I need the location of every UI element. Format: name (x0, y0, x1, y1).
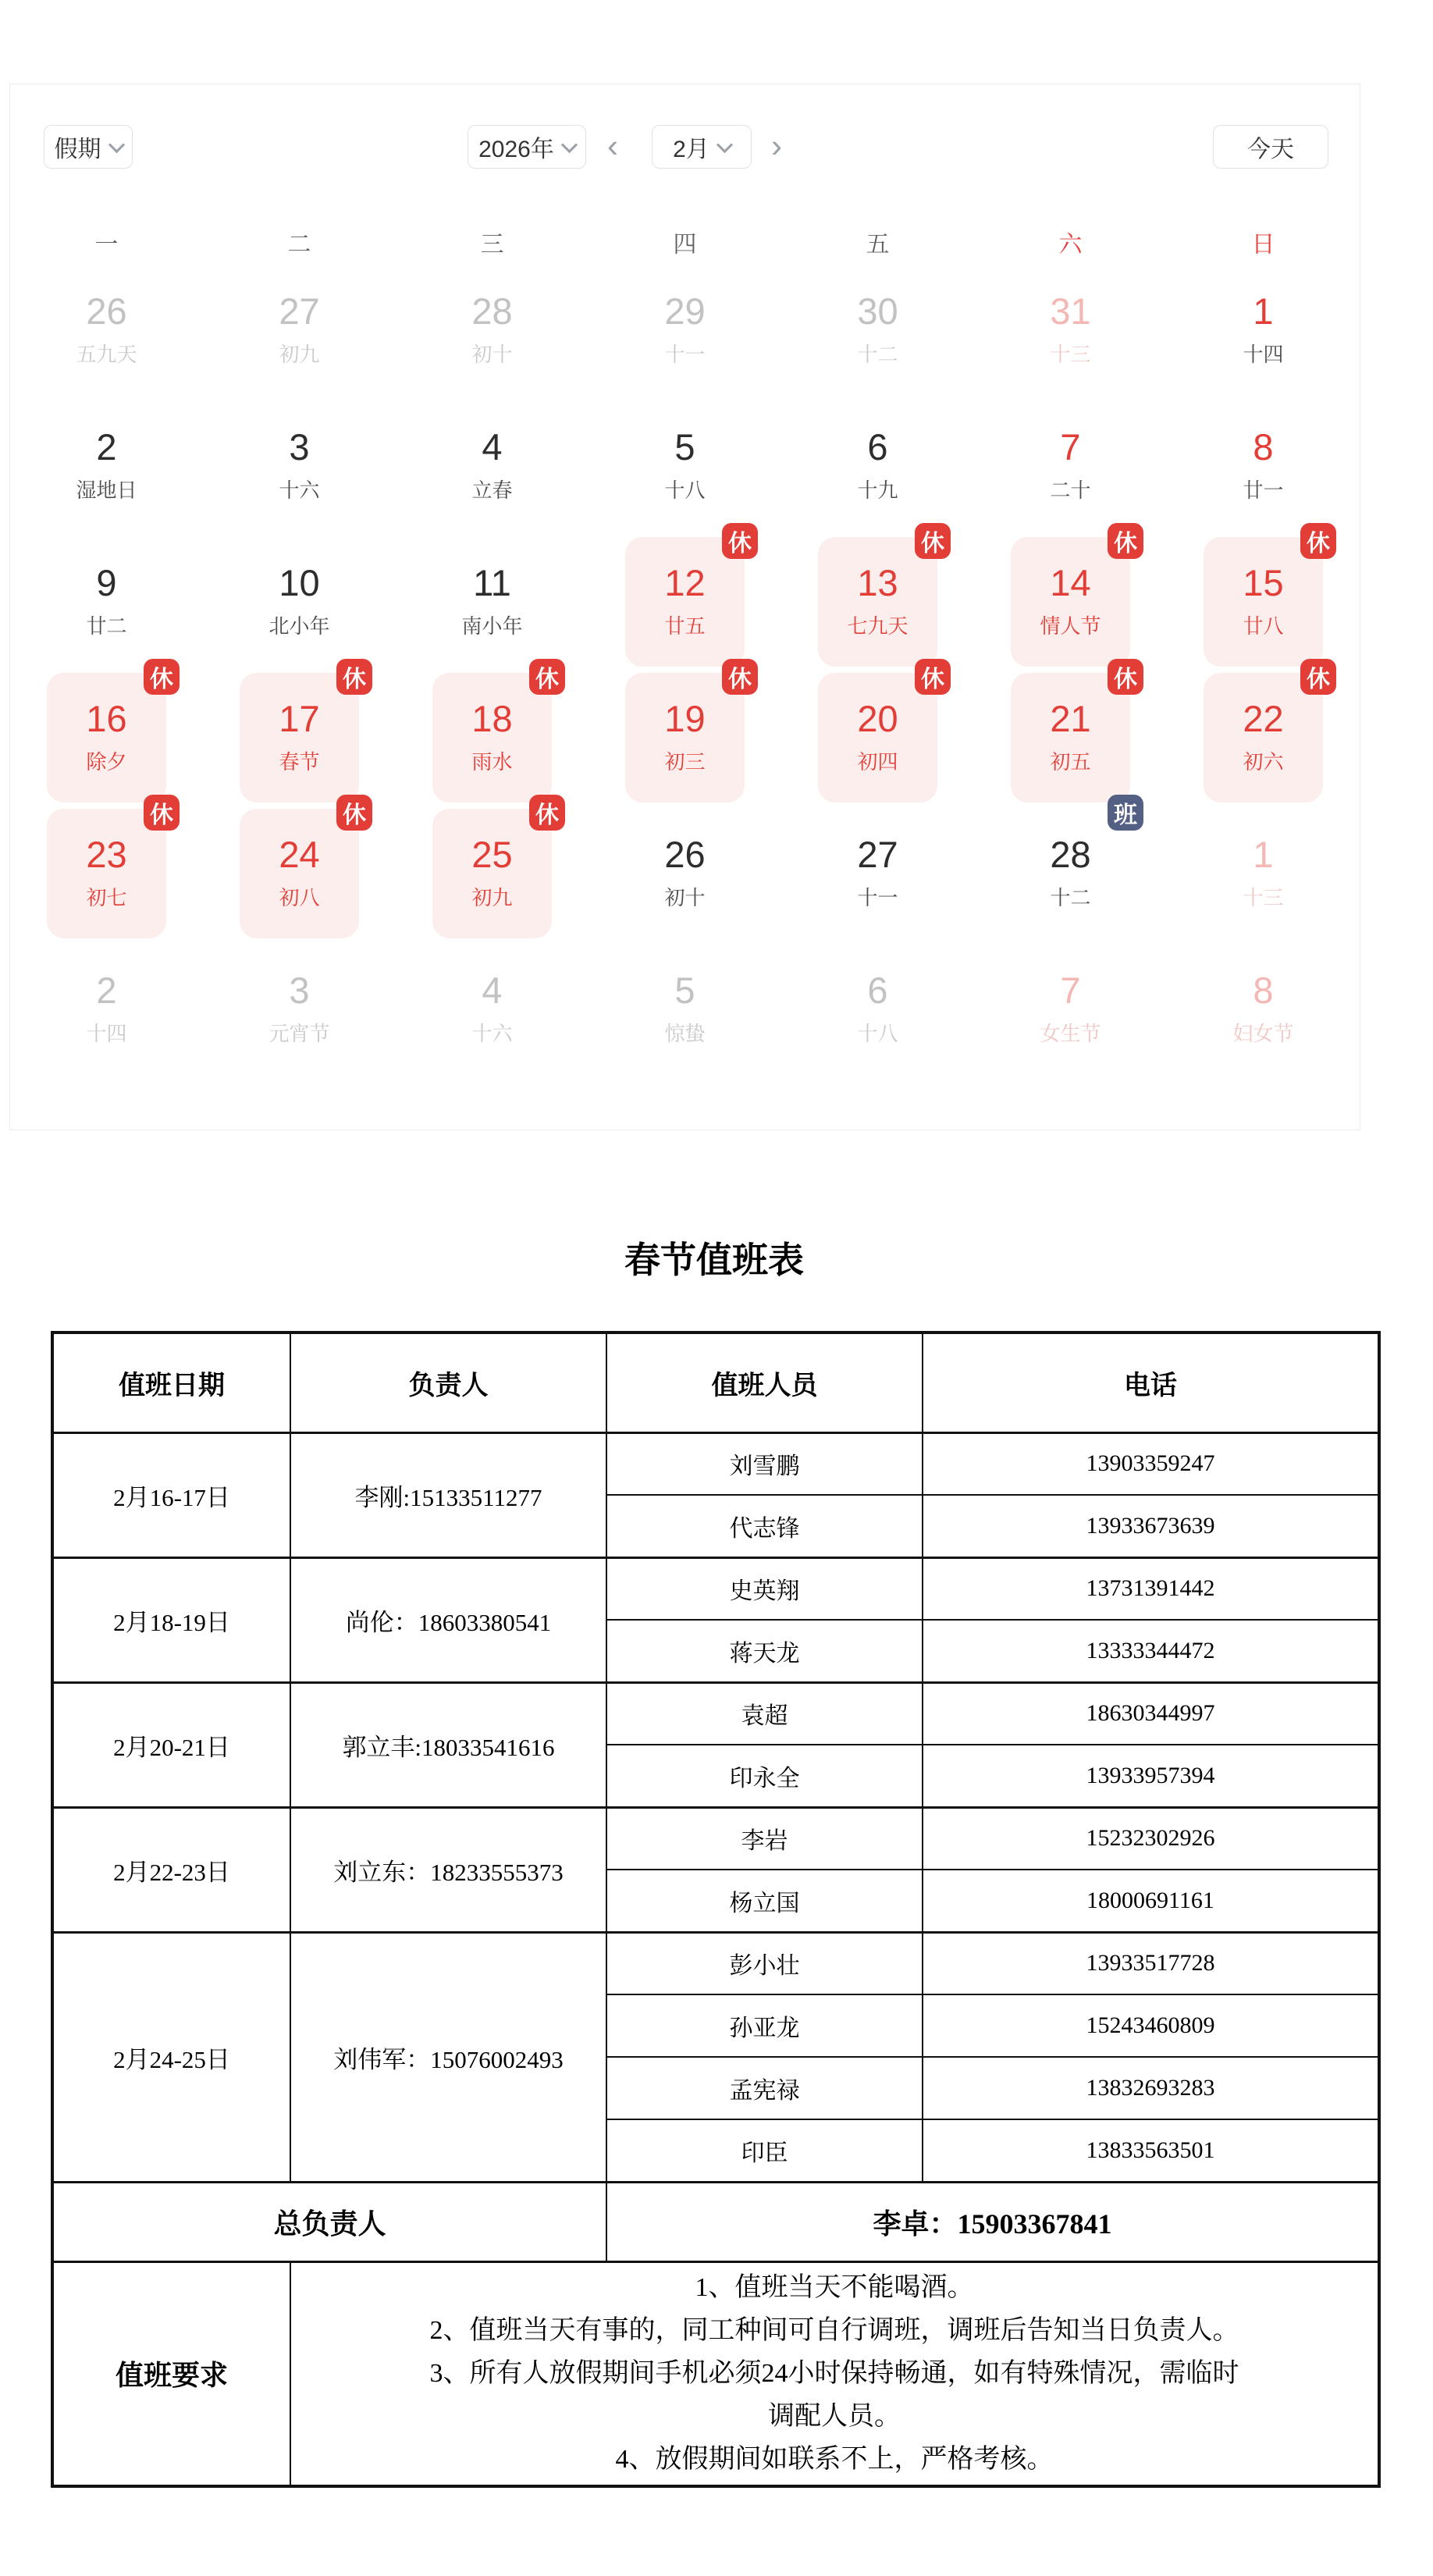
lunar-label: 初六 (1243, 750, 1284, 774)
lunar-label: 初八 (279, 886, 320, 909)
lunar-label: 十二 (1050, 886, 1091, 909)
calendar-day-cell[interactable] (10, 534, 203, 670)
lunar-label: 廿一 (1243, 479, 1284, 502)
day-number: 27 (857, 834, 898, 875)
lunar-label: 十三 (1050, 343, 1091, 366)
calendar-day-cell[interactable] (396, 667, 588, 806)
member-name-cell: 孟宪禄 (606, 2057, 923, 2119)
calendar-day-cell[interactable] (588, 531, 781, 670)
member-phone-cell: 18000691161 (923, 1870, 1379, 1932)
calendar-day-cell[interactable] (396, 398, 588, 534)
day-number: 14 (1050, 562, 1091, 603)
day-number: 22 (1243, 698, 1284, 739)
lunar-label: 妇女节 (1232, 1022, 1294, 1045)
day-number: 5 (674, 426, 695, 468)
chief-row (52, 2182, 1379, 2261)
day-number: 31 (1050, 290, 1091, 332)
lunar-label: 廿八 (1243, 614, 1284, 638)
rest-badge: 休 (1300, 659, 1336, 695)
rest-badge: 休 (529, 659, 565, 695)
weekday-row (10, 225, 1360, 259)
holiday-filter-dropdown[interactable] (44, 125, 133, 169)
calendar-day-cell[interactable] (203, 262, 396, 398)
day-number: 20 (857, 698, 898, 739)
work-badge: 班 (1108, 795, 1143, 831)
month-label: 2月 (673, 137, 709, 162)
lunar-label: 初三 (664, 750, 706, 774)
calendar-day-cell[interactable] (203, 534, 396, 670)
month-dropdown[interactable] (652, 125, 752, 169)
calendar-day-cell[interactable] (1167, 398, 1360, 534)
member-name-cell: 史英翔 (606, 1557, 923, 1620)
member-phone-cell: 13903359247 (923, 1432, 1379, 1495)
leader-cell: 郭立丰:18033541616 (290, 1682, 606, 1807)
day-number: 2 (96, 970, 117, 1011)
member-name-cell: 印永全 (606, 1745, 923, 1807)
calendar-day-cell[interactable] (1167, 531, 1360, 670)
day-number: 21 (1050, 698, 1091, 739)
day-number: 17 (279, 698, 320, 739)
rest-badge: 休 (722, 523, 758, 559)
roster-header-cell: 值班人员 (606, 1332, 923, 1432)
calendar-card (9, 84, 1360, 1130)
calendar-day-cell[interactable] (781, 531, 974, 670)
weekday-label: 四 (673, 232, 697, 258)
lunar-label: 十一 (857, 886, 898, 909)
calendar-day-cell[interactable] (10, 802, 203, 941)
day-number: 9 (96, 562, 117, 603)
calendar-day-cell[interactable] (203, 398, 396, 534)
duty-row (52, 1432, 1379, 1495)
lunar-label: 除夕 (86, 750, 127, 774)
lunar-label: 初四 (857, 750, 898, 774)
member-name-cell: 刘雪鹏 (606, 1432, 923, 1495)
day-number: 25 (471, 834, 513, 875)
rest-badge: 休 (915, 523, 951, 559)
member-name-cell: 袁超 (606, 1682, 923, 1745)
duty-date-cell: 2月20-21日 (52, 1682, 290, 1807)
calendar-day-cell[interactable] (1167, 667, 1360, 806)
member-name-cell: 代志锋 (606, 1495, 923, 1557)
calendar-day-cell[interactable] (974, 667, 1167, 806)
day-number: 15 (1243, 562, 1284, 603)
lunar-label: 初十 (471, 343, 513, 366)
day-number: 13 (857, 562, 898, 603)
calendar-day-cell[interactable] (974, 262, 1167, 398)
lunar-label: 初七 (86, 886, 127, 909)
calendar-day-cell[interactable] (588, 806, 781, 941)
lunar-label: 雨水 (471, 750, 513, 774)
lunar-label: 北小年 (268, 614, 330, 638)
member-phone-cell: 13933673639 (923, 1495, 1379, 1557)
duty-row (52, 1807, 1379, 1870)
day-number: 26 (86, 290, 127, 332)
calendar-day-cell[interactable] (396, 262, 588, 398)
leader-cell: 李刚:15133511277 (290, 1432, 606, 1557)
lunar-label: 十四 (86, 1022, 127, 1045)
roster-header-cell: 值班日期 (52, 1332, 290, 1432)
calendar-day-cell[interactable] (588, 262, 781, 398)
calendar-day-cell[interactable] (1167, 941, 1360, 1077)
day-number: 27 (279, 290, 320, 332)
rest-badge: 休 (1108, 659, 1143, 695)
calendar-day-cell[interactable] (203, 667, 396, 806)
member-phone-cell: 13933517728 (923, 1932, 1379, 1994)
calendar-day-cell[interactable] (974, 531, 1167, 670)
lunar-label: 廿五 (664, 614, 706, 638)
prev-month-arrow-icon[interactable]: ‹ (607, 127, 618, 164)
rest-badge: 休 (336, 659, 372, 695)
day-number: 23 (86, 834, 127, 875)
day-number: 12 (664, 562, 706, 603)
calendar-day-cell[interactable] (781, 806, 974, 941)
calendar-day-cell[interactable] (10, 941, 203, 1077)
day-number: 3 (289, 970, 310, 1011)
requirements-row (52, 2261, 1379, 2486)
next-month-arrow-icon[interactable]: › (771, 127, 782, 164)
rest-badge: 休 (336, 795, 372, 831)
duty-date-cell: 2月16-17日 (52, 1432, 290, 1557)
day-number: 28 (471, 290, 513, 332)
duty-row (52, 1682, 1379, 1745)
member-phone-cell: 13933957394 (923, 1745, 1379, 1807)
day-number: 4 (482, 426, 503, 468)
lunar-label: 初九 (279, 343, 320, 366)
member-phone-cell: 13333344472 (923, 1620, 1379, 1682)
lunar-label: 南小年 (461, 614, 523, 638)
lunar-label: 元宵节 (268, 1022, 330, 1045)
rest-badge: 休 (722, 659, 758, 695)
lunar-label: 廿二 (86, 614, 127, 638)
day-number: 1 (1253, 290, 1274, 332)
rest-badge: 休 (144, 659, 180, 695)
member-name-cell: 蒋天龙 (606, 1620, 923, 1682)
chief-phone-cell: 李卓：15903367841 (606, 2182, 1379, 2261)
rest-badge: 休 (915, 659, 951, 695)
calendar-day-cell[interactable] (588, 941, 781, 1077)
day-number: 11 (473, 562, 511, 603)
duty-row (52, 1932, 1379, 1994)
calendar-day-cell[interactable] (781, 941, 974, 1077)
lunar-label: 十三 (1243, 886, 1284, 909)
calendar-day-cell[interactable] (974, 398, 1167, 534)
member-name-cell: 印臣 (606, 2119, 923, 2182)
calendar-day-cell[interactable] (10, 398, 203, 534)
day-number: 30 (857, 290, 898, 332)
calendar-day-cell[interactable] (1167, 806, 1360, 941)
lunar-label: 初五 (1050, 750, 1091, 774)
calendar-day-cell[interactable] (396, 802, 588, 941)
member-phone-cell: 15243460809 (923, 1994, 1379, 2057)
day-number: 3 (289, 426, 310, 468)
lunar-label: 七九天 (847, 614, 909, 638)
day-number: 7 (1060, 426, 1081, 468)
calendar-day-cell[interactable] (10, 262, 203, 398)
member-phone-cell: 18630344997 (923, 1682, 1379, 1745)
weekday-label: 一 (94, 232, 119, 258)
chevron-down-icon (108, 137, 124, 153)
day-number: 7 (1060, 970, 1081, 1011)
day-number: 24 (279, 834, 320, 875)
lunar-label: 十九 (857, 479, 898, 502)
calendar-day-cell[interactable] (974, 802, 1167, 941)
lunar-label: 女生节 (1040, 1022, 1101, 1045)
day-number: 1 (1253, 834, 1274, 875)
calendar-day-cell[interactable] (396, 534, 588, 670)
requirements-label-cell: 值班要求 (52, 2261, 290, 2486)
rest-badge: 休 (1300, 523, 1336, 559)
lunar-label: 十六 (279, 479, 320, 502)
lunar-label: 湿地日 (76, 479, 137, 502)
day-number: 10 (279, 562, 320, 603)
member-name-cell: 孙亚龙 (606, 1994, 923, 2057)
roster-title: 春节值班表 (624, 1240, 804, 1280)
weekday-label: 二 (287, 232, 311, 258)
calendar-day-cell[interactable] (781, 398, 974, 534)
lunar-label: 情人节 (1040, 614, 1101, 638)
member-phone-cell: 15232302926 (923, 1807, 1379, 1870)
calendar-day-cell[interactable] (203, 802, 396, 941)
chevron-down-icon (716, 137, 733, 153)
rest-badge: 休 (1108, 523, 1143, 559)
day-number: 8 (1253, 970, 1274, 1011)
lunar-label: 立春 (471, 479, 513, 502)
roster-header-cell: 负责人 (290, 1332, 606, 1432)
lunar-label: 初九 (471, 886, 513, 909)
calendar-day-cell[interactable] (588, 667, 781, 806)
weekday-label: 日 (1251, 232, 1275, 258)
rest-badge: 休 (529, 795, 565, 831)
calendar-day-cell[interactable] (396, 941, 588, 1077)
leader-cell: 刘伟军：15076002493 (290, 1932, 606, 2182)
day-number: 6 (867, 426, 888, 468)
duty-date-cell: 2月24-25日 (52, 1932, 290, 2182)
calendar-day-cell[interactable] (1167, 262, 1360, 398)
rest-badge: 休 (144, 795, 180, 831)
lunar-label: 二十 (1050, 479, 1091, 502)
roster-header-row (52, 1332, 1379, 1432)
weekday-label: 三 (480, 232, 504, 258)
weekday-label: 六 (1058, 232, 1083, 258)
lunar-label: 惊蛰 (664, 1022, 706, 1045)
roster-body (52, 1432, 1379, 2486)
lunar-label: 十八 (857, 1022, 898, 1045)
calendar-day-cell[interactable] (974, 941, 1167, 1077)
member-name-cell: 杨立国 (606, 1870, 923, 1932)
day-number: 29 (664, 290, 706, 332)
lunar-label: 春节 (279, 750, 320, 774)
lunar-label: 初十 (664, 886, 706, 909)
member-phone-cell: 13833563501 (923, 2119, 1379, 2182)
day-number: 26 (664, 834, 706, 875)
lunar-label: 十二 (857, 343, 898, 366)
leader-cell: 尚伦：18603380541 (290, 1557, 606, 1682)
duty-date-cell: 2月22-23日 (52, 1807, 290, 1932)
lunar-label: 十八 (664, 479, 706, 502)
calendar-day-cell[interactable] (203, 941, 396, 1077)
year-dropdown[interactable] (468, 125, 586, 169)
calendar-day-cell[interactable] (781, 262, 974, 398)
day-number: 6 (867, 970, 888, 1011)
calendar-day-cell[interactable] (10, 667, 203, 806)
holiday-filter-label: 假期 (54, 137, 101, 162)
duty-date-cell: 2月18-19日 (52, 1557, 290, 1682)
member-phone-cell: 13832693283 (923, 2057, 1379, 2119)
lunar-label: 十六 (471, 1022, 513, 1045)
requirements-notes-cell: 1、值班当天不能喝酒。 2、值班当天有事的，同工种间可自行调班，调班后告知当日负责人。 3、所有人放假期间手机必须24小时保持畅通，如有特殊情况，需临时 调配人员。 4、放假期间如联系不上，严格考核。 (290, 2261, 1379, 2486)
lunar-label: 十一 (664, 343, 706, 366)
calendar-day-cell[interactable] (588, 398, 781, 534)
member-name-cell: 李岩 (606, 1807, 923, 1870)
day-number: 18 (471, 698, 513, 739)
lunar-label: 十四 (1243, 343, 1284, 366)
duty-roster-table (51, 1331, 1381, 2488)
chevron-down-icon (561, 137, 578, 153)
year-label: 2026年 (478, 137, 554, 162)
leader-cell: 刘立东：18233555373 (290, 1807, 606, 1932)
day-number: 16 (86, 698, 127, 739)
chief-label-cell: 总负责人 (52, 2182, 606, 2261)
day-number: 19 (664, 698, 706, 739)
duty-row (52, 1557, 1379, 1620)
day-number: 8 (1253, 426, 1274, 468)
roster-header-cell: 电话 (923, 1332, 1379, 1432)
member-name-cell: 彭小壮 (606, 1932, 923, 1994)
day-number: 28 (1050, 834, 1091, 875)
today-button[interactable]: 今天 (1213, 125, 1328, 169)
day-number: 4 (482, 970, 503, 1011)
day-number: 5 (674, 970, 695, 1011)
day-number: 2 (96, 426, 117, 468)
member-phone-cell: 13731391442 (923, 1557, 1379, 1620)
lunar-label: 五九天 (76, 343, 137, 366)
weekday-label: 五 (866, 232, 890, 258)
calendar-day-cell[interactable] (781, 667, 974, 806)
calendar-grid (10, 262, 1360, 1077)
